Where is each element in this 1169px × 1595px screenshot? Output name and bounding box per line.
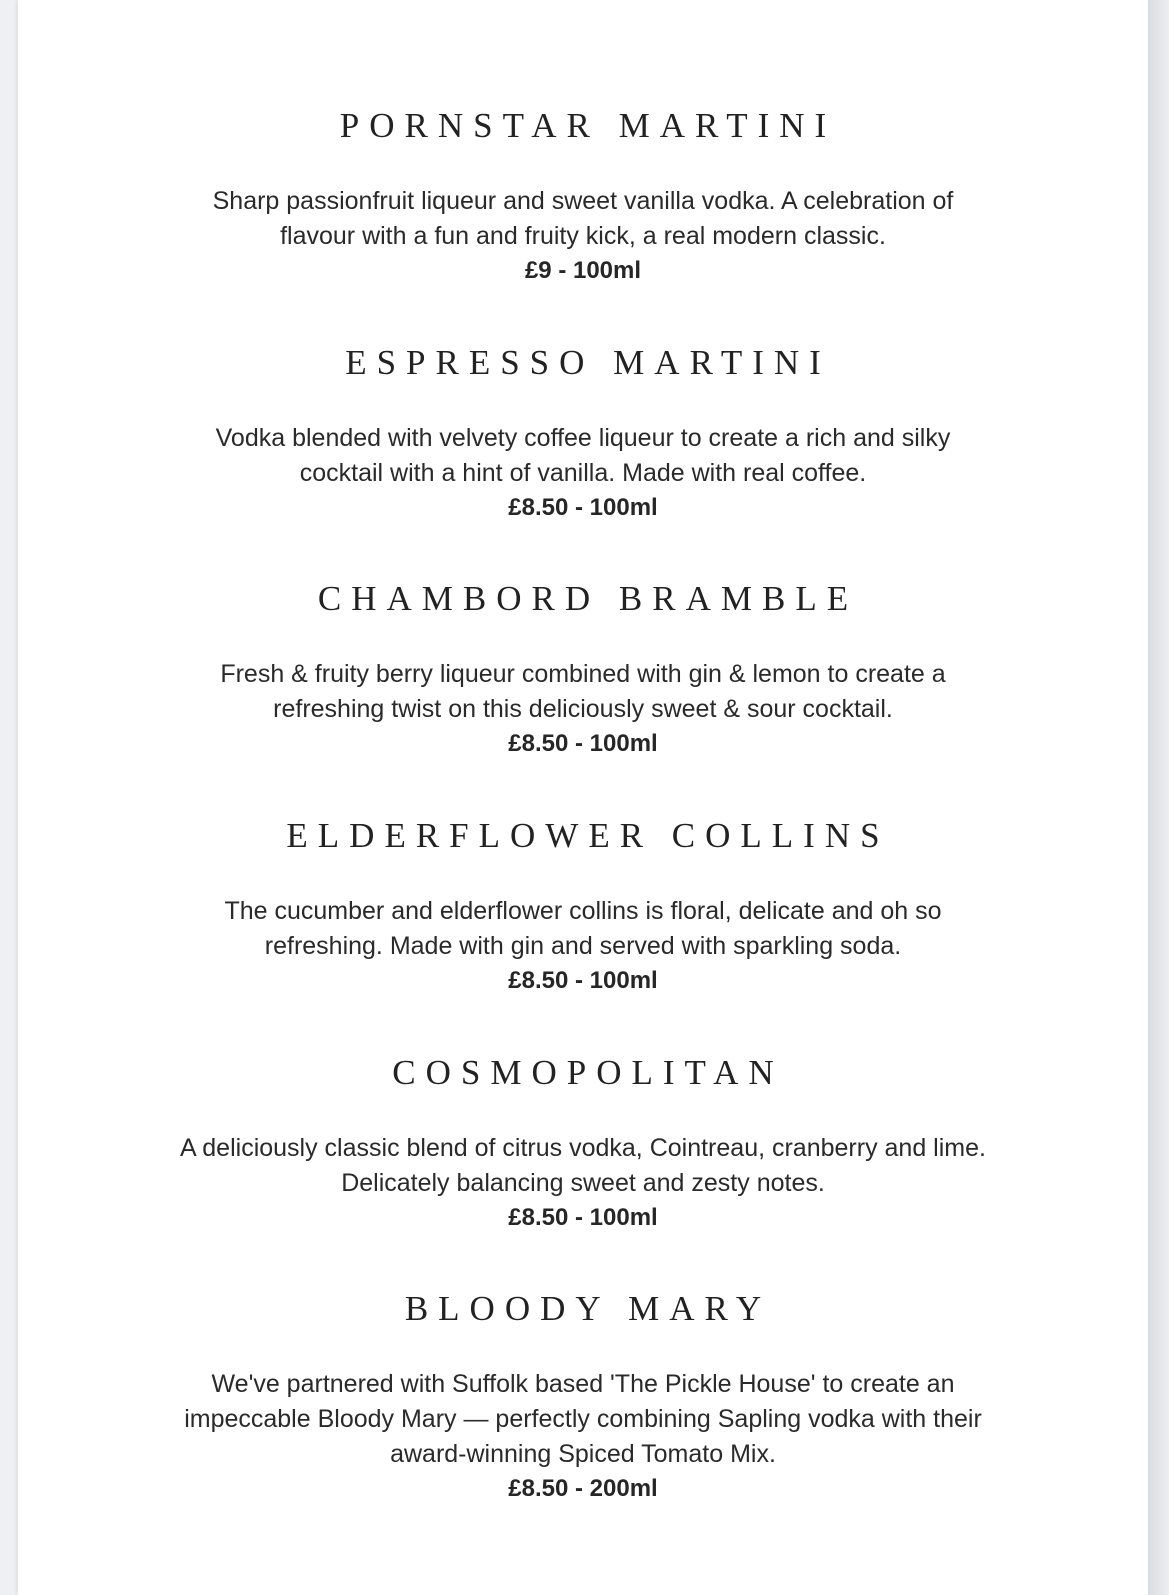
item-description: Fresh & fruity berry liqueur combined with gin & lemon to create a refreshing twist on this deliciously sweet & sour cocktail. [220, 660, 946, 723]
menu-item-elderflower-collins [18, 816, 1148, 998]
menu-item-pornstar-martini [18, 106, 1148, 288]
item-name: ESPRESSO MARTINI [345, 343, 831, 382]
item-description: Vodka blended with velvety coffee liqueur to create a rich and silky cocktail with a hint of vanilla. Made with real coffee. [215, 424, 951, 487]
menu-item-chambord-bramble [18, 579, 1148, 761]
item-description: We've partnered with Suffolk based 'The Pickle House' to create an impeccable Bloody Mary — perfectly combining Sapling vodka with their award-winning Spiced Tomato Mix. [184, 1370, 982, 1468]
item-price: £9 - 100ml [524, 257, 642, 284]
item-description: The cucumber and elderflower collins is floral, delicate and oh so refreshing. Made with gin and served with sparkling soda. [224, 897, 942, 960]
item-name: CHAMBORD BRAMBLE [317, 579, 859, 618]
item-price: £8.50 - 100ml [508, 494, 658, 521]
item-name: COSMOPOLITAN [392, 1053, 784, 1092]
item-price: £8.50 - 200ml [508, 1475, 658, 1502]
item-name: BLOODY MARY [404, 1289, 772, 1328]
item-description: A deliciously classic blend of citrus vodka, Cointreau, cranberry and lime. Delicately balancing sweet and zesty notes. [180, 1134, 986, 1197]
page-edge-shadow [1148, 0, 1169, 1595]
item-name: ELDERFLOWER COLLINS [286, 816, 890, 855]
item-price: £8.50 - 100ml [508, 730, 658, 757]
menu-item-bloody-mary [18, 1289, 1148, 1506]
item-price: £8.50 - 100ml [508, 1204, 658, 1231]
menu-page [18, 0, 1148, 1595]
menu-item-cosmopolitan [18, 1053, 1148, 1235]
menu-item-espresso-martini [18, 343, 1148, 525]
item-name: PORNSTAR MARTINI [339, 106, 837, 145]
item-price: £8.50 - 100ml [508, 967, 658, 994]
item-description: Sharp passionfruit liqueur and sweet vanilla vodka. A celebration of flavour with a fun and fruity kick, a real modern classic. [212, 187, 954, 250]
